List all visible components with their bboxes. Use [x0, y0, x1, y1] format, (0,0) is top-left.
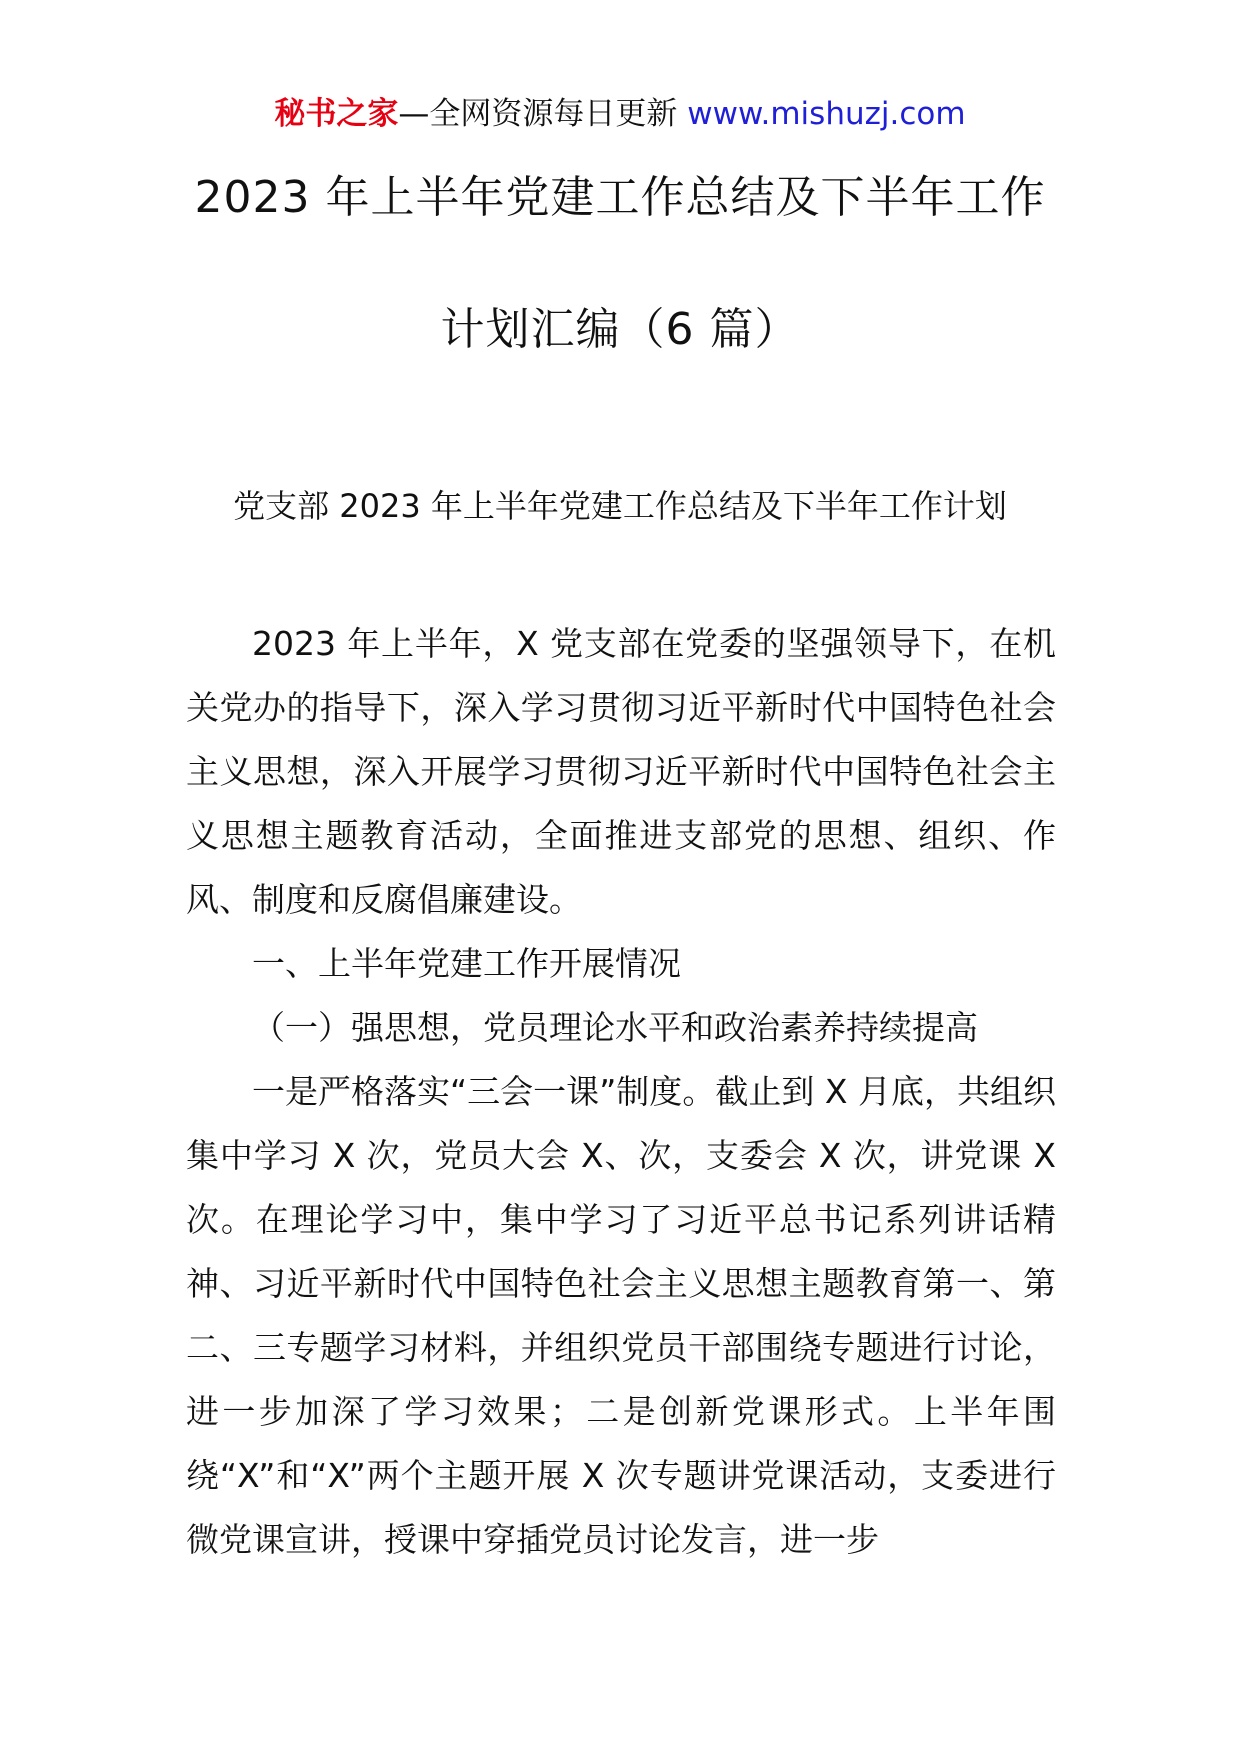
paragraph-detail: 一是严格落实“三会一课”制度。截止到 X 月底，共组织集中学习 X 次，党员大会 X、次，支委会 X 次，讲党课 X 次。在理论学习中，集中学习了习近平总书记系列讲话精神、习近平新时代中国特色社会主义思想主题教育第一、第二、三专题学习材料，并组织党员干部围绕专题进行讨论，进一步加深了学习效果；二是创新党课形式。上半年围绕“X”和“X”两个主题开展 X 次专题讲党课活动，支委进行微党课宣讲，授课中穿插党员讨论发言，进一步	[186, 1072, 1056, 1559]
site-url-link[interactable]: www.mishuzj.com	[687, 96, 966, 132]
site-banner	[0, 92, 1240, 136]
paragraph-intro: 2023 年上半年，X 党支部在党委的坚强领导下，在机关党办的指导下，深入学习贯彻习近平新时代中国特色社会主义思想，深入开展学习贯彻习近平新时代中国特色社会主义思想主题教育活动，全面推进支部党的思想、组织、作风、制度和反腐倡廉建设。	[186, 624, 1056, 919]
heading-subsection-1: （一）强思想，党员理论水平和政治素养持续提高	[252, 1008, 978, 1047]
heading-section-1: 一、上半年党建工作开展情况	[252, 944, 681, 983]
section-subtitle: 党支部 2023 年上半年党建工作总结及下半年工作计划	[233, 487, 1007, 525]
document-title-line-2: 计划汇编（6 篇）	[440, 304, 800, 355]
document-body	[186, 612, 1056, 1572]
banner-tagline: —全网资源每日更新	[398, 96, 678, 132]
document-title-line-1: 2023 年上半年党建工作总结及下半年工作	[194, 172, 1046, 223]
brand-name: 秘书之家	[274, 96, 399, 132]
